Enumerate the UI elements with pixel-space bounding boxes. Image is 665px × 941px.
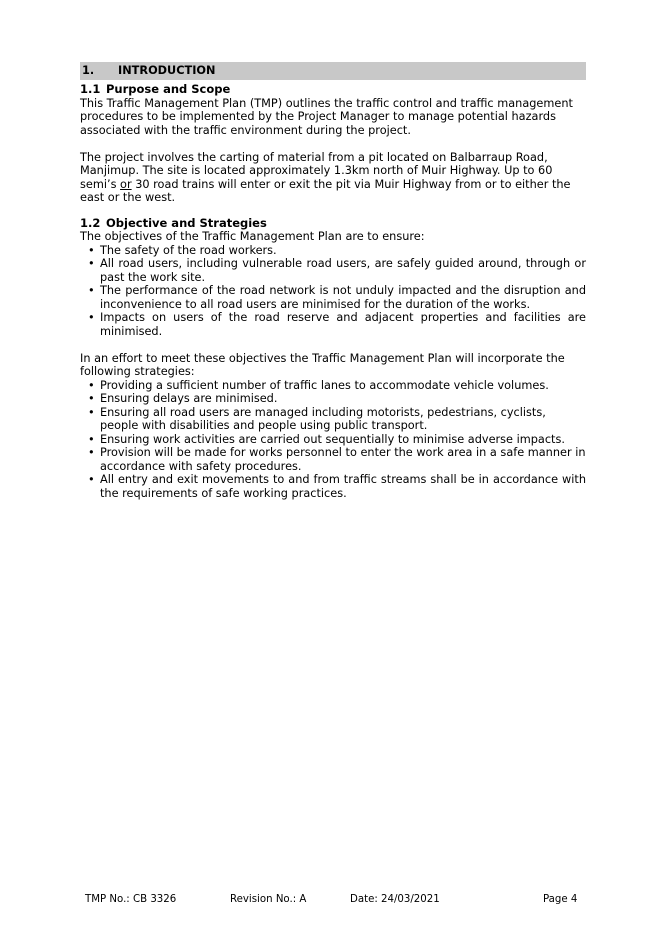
list-item-text: Ensuring work activities are carried out sequentially to minimise adverse impacts. <box>100 432 565 446</box>
bullet-icon: • <box>88 243 95 257</box>
list-item <box>80 473 586 500</box>
subsection-title: Objective and Strategies <box>106 215 267 230</box>
project-paragraph <box>80 151 586 205</box>
list-item-text: Ensuring delays are minimised. <box>100 392 278 405</box>
list-item <box>80 257 586 284</box>
objectives-intro: The objectives of the Traffic Management Plan are to ensure: <box>80 230 425 243</box>
list-item-text: Ensuring all road users are managed including motorists, pedestrians, cyclists, people with disabilities and people using public transport. <box>100 405 546 432</box>
bullet-icon: • <box>88 311 95 324</box>
bullet-icon: • <box>88 378 95 392</box>
list-item-text: All road users, including vulnerable road users, are safely guided around, through or past the work site. <box>100 257 586 284</box>
list-item <box>80 392 586 406</box>
list-item <box>80 284 586 311</box>
footer-page-number: Page 4 <box>543 894 578 905</box>
list-item <box>80 379 586 393</box>
subsection-heading-purpose <box>80 83 586 97</box>
objectives-list <box>80 244 586 339</box>
project-text-or: or <box>120 177 132 191</box>
project-text-b: 30 road trains will enter or exit the pit via Muir Highway from or to either the east or the west. <box>80 177 571 204</box>
section-heading <box>80 62 586 80</box>
list-item <box>80 244 586 258</box>
subsection-number: 1.2 <box>80 215 101 230</box>
list-item-text: Impacts on users of the road reserve and adjacent properties and facilities are minimised. <box>100 311 586 338</box>
section-title: INTRODUCTION <box>118 64 216 77</box>
list-item-text: Providing a sufficient number of traffic lanes to accommodate vehicle volumes. <box>100 378 549 392</box>
list-item <box>80 433 586 447</box>
list-item <box>80 446 586 473</box>
list-item-text: Provision will be made for works personnel to enter the work area in a safe manner in accordance with safety procedures. <box>100 446 586 473</box>
strategies-intro: In an effort to meet these objectives the Traffic Management Plan will incorporate the following strategies: <box>80 351 565 378</box>
list-item <box>80 406 586 433</box>
subsection-title: Purpose and Scope <box>106 82 231 96</box>
subsection-number: 1.1 <box>80 82 101 96</box>
subsection-heading-objectives <box>80 217 586 231</box>
list-item-text: The performance of the road network is not unduly impacted and the disruption and inconvenience to all road users are minimised for the duration of the works. <box>100 284 586 311</box>
bullet-icon: • <box>88 257 95 270</box>
list-item <box>80 311 586 338</box>
bullet-icon: • <box>88 392 95 405</box>
bullet-icon: • <box>88 446 95 459</box>
footer-tmp-number: TMP No.: CB 3326 <box>85 894 177 905</box>
project-text-a: The project involves the carting of material from a pit located on Balbarraup Road, Manjimup. The site is located approximately 1.3km north of Muir Highway. Up to 60 semi’s <box>80 150 553 191</box>
bullet-icon: • <box>88 284 95 297</box>
footer-date: Date: 24/03/2021 <box>350 894 440 905</box>
strategies-list <box>80 379 586 501</box>
bullet-icon: • <box>88 405 95 419</box>
bullet-icon: • <box>88 432 95 446</box>
bullet-icon: • <box>88 473 95 486</box>
purpose-paragraph: This Traffic Management Plan (TMP) outlines the traffic control and traffic management procedures to be implemented by the Project Manager to manage potential hazards associated with the traffic environment during the project. <box>80 96 573 137</box>
document-page <box>80 62 586 500</box>
list-item-text: All entry and exit movements to and from traffic streams shall be in accordance with the requirements of safe working practices. <box>100 473 586 500</box>
page-footer <box>0 893 665 907</box>
section-number: 1. <box>82 64 95 77</box>
list-item-text: The safety of the road workers. <box>100 243 277 257</box>
footer-revision: Revision No.: A <box>230 894 307 905</box>
